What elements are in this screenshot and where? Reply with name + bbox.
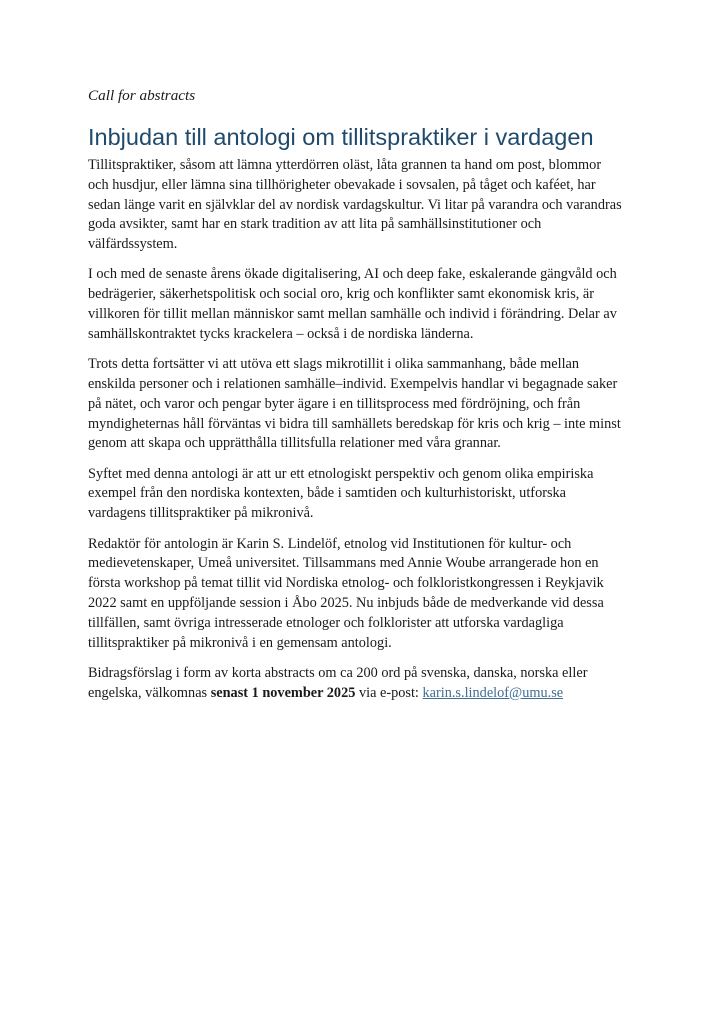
paragraph-line: Syftet med denna antologi är att ur ett etnologiskt perspektiv och genom olika empiriska [88, 465, 594, 482]
closing-line-2 [88, 684, 648, 704]
closing-line-1: Bidragsförslag i form av korta abstracts om ca 200 ord på svenska, danska, norska eller [88, 664, 588, 681]
paragraph-line: exempel från den nordiska kontexten, både i samtiden och kulturhistoriskt, utforska [88, 485, 567, 502]
paragraph-line: medievetenskaper, Umeå universitet. Tillsammans med Annie Woube arrangerade hon en [88, 555, 599, 572]
paragraph-line: bedrägerier, säkerhetspolitisk och social oro, krig och konflikter samt ekonomisk kris, är [88, 286, 595, 303]
paragraph-line: Tillitspraktiker, såsom att lämna ytterdörren oläst, låta grannen ta hand om post, blommor [88, 157, 602, 173]
body-paragraph [88, 465, 648, 524]
kicker-label: Call for abstracts [88, 87, 196, 104]
paragraph-line: villkoren för tillit mellan människor samt mellan samhälle och individ i förändring. Delar av [88, 306, 617, 323]
paragraph-line: tillfällen, samt övriga intresserade etnologer och folklorister att utforska vardagliga [88, 614, 564, 631]
paragraph-line: enskilda personer och i relationen samhälle–individ. Exempelvis handlar vi begagnade saker [88, 375, 618, 392]
paragraph-line: välfärdssystem. [88, 236, 178, 253]
body-paragraph [88, 535, 648, 654]
paragraph-line: första workshop på temat tillit vid Nordiska etnolog- och folkloristkongressen i Reykjavik [88, 575, 604, 592]
email-link[interactable]: karin.s.lindelof@umu.se [422, 684, 564, 701]
closing-paragraph [88, 664, 648, 704]
paragraph-line: tillitspraktiker på mikronivå i en gemensam antologi. [88, 634, 392, 651]
paragraph-line: Redaktör för antologin är Karin S. Lindelöf, etnolog vid Institutionen för kultur- och [88, 535, 572, 552]
closing-middle: via e-post: [355, 684, 423, 701]
paragraph-line: genom att skapa och upprätthålla tillitsfulla relationer med våra grannar. [88, 435, 501, 452]
paragraph-line: I och med de senaste årens ökade digitalisering, AI och deep fake, eskalerande gängvåld och [88, 266, 617, 283]
body-paragraph [88, 156, 648, 255]
document-page [88, 86, 648, 714]
paragraph-line: myndigheternas håll förväntas vi bidra till samhällets beredskap för kris och krig – inte minst [88, 415, 621, 432]
paragraph-line: samhällskontraktet tycks krackelera – också i de nordiska länderna. [88, 325, 474, 342]
body-paragraphs [88, 156, 648, 653]
paragraph-line: 2022 samt en uppföljande session i Åbo 2025. Nu inbjuds både de medverkande vid dessa [88, 594, 604, 611]
paragraph-line: på nätet, och varor och pengar byter ägare i en tillitsprocess med fördröjning, och från [88, 395, 581, 412]
paragraph-line: sedan länge varit en självklar del av nordisk vardagskultur. Vi litar på varandra och varandras [88, 196, 622, 213]
closing-prefix: engelska, välkomnas [88, 684, 211, 701]
paragraph-line: goda avsikter, samt har en stark tradition av att lita på samhällsinstitutioner och [88, 216, 542, 233]
deadline-text: senast 1 november 2025 [210, 684, 356, 701]
body-paragraph [88, 355, 648, 454]
paragraph-line: vardagens tillitspraktiker på mikronivå. [88, 505, 314, 522]
body-paragraph [88, 265, 648, 344]
paragraph-line: och husdjur, eller lämna sina tillhörigheter obevakade i sovsalen, på tåget och kaféet, har [88, 176, 596, 193]
paragraph-line: Trots detta fortsätter vi att utöva ett slags mikrotillit i olika sammanhang, både mellan [88, 356, 580, 373]
page-title: Inbjudan till antologi om tillitspraktiker i vardagen [88, 124, 594, 150]
